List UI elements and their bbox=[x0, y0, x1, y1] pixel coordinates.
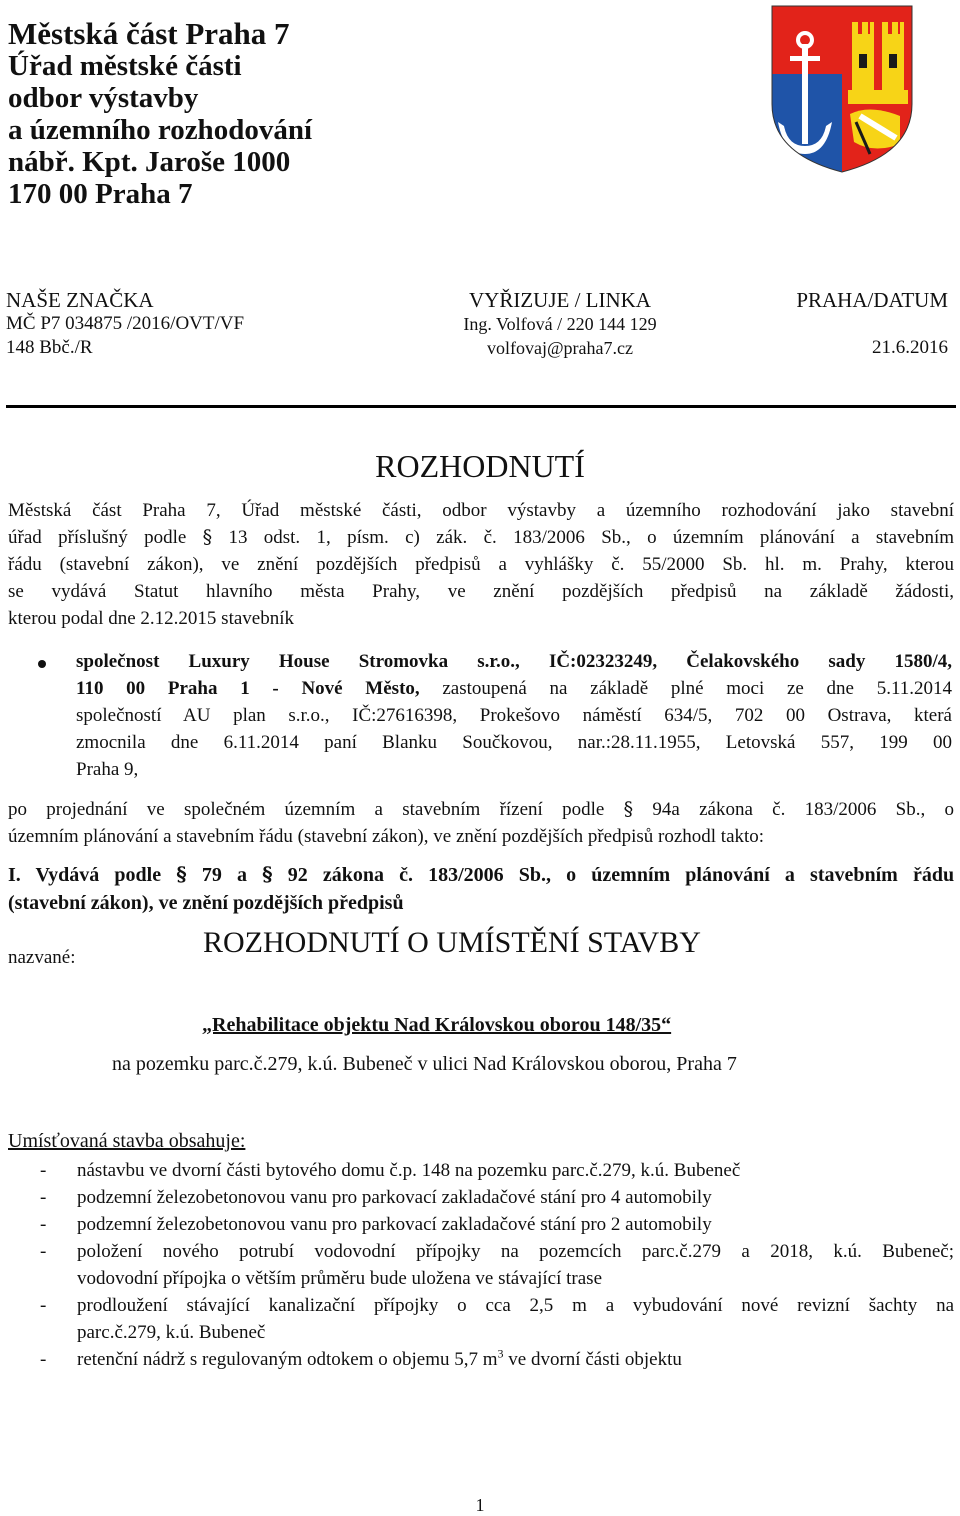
header-line-department: odbor výstavby bbox=[8, 82, 199, 114]
decision-statement bbox=[8, 860, 954, 917]
list-item-text-a: retenční nádrž s regulovaným odtokem o objemu 5,7 m bbox=[77, 1349, 498, 1370]
decision-line-2: (stavební zákon), ve znění pozdějších předpisů bbox=[8, 892, 404, 914]
intro-line-4: se vydává Statut hlavního města Prahy, ve znění pozdějších předpisů na základě žádosti, bbox=[8, 581, 954, 602]
list-item bbox=[8, 1157, 954, 1184]
office-header bbox=[8, 18, 312, 210]
superscript: 3 bbox=[497, 1346, 504, 1361]
page-number: 1 bbox=[475, 1495, 485, 1515]
dash-marker: - bbox=[40, 1241, 47, 1262]
list-item-text: nástavbu ve dvorní části bytového domu č.p. 148 na pozemku parc.č.279, k.ú. Bubeneč bbox=[77, 1160, 741, 1181]
intro-line-3: řádu (stavební zákon), ve znění pozdějších předpisů a vyhlášky č. 55/2000 Sb. hl. m. Prahy, kterou bbox=[8, 554, 954, 575]
list-item bbox=[8, 1211, 954, 1238]
section-sign: § bbox=[202, 526, 213, 548]
procedure-line-1 bbox=[8, 796, 954, 823]
project-name: „Rehabilitace objektu Nad Královskou oborou 148/35“ bbox=[202, 1014, 672, 1036]
decision-line-1 bbox=[8, 860, 954, 889]
section-sign: § bbox=[176, 862, 187, 886]
contents-heading: Umísťovaná stavba obsahuje: bbox=[8, 1130, 246, 1152]
handled-by-email[interactable]: volfovaj@praha7.cz bbox=[486, 338, 633, 358]
contents-list bbox=[8, 1157, 954, 1373]
applicant-block bbox=[40, 648, 956, 783]
dash-marker: - bbox=[40, 1187, 47, 1208]
decision-line-1-text-b: 79 a bbox=[201, 864, 247, 886]
header-line-street: nábř. Kpt. Jaroše 1000 bbox=[8, 146, 291, 178]
list-item bbox=[8, 1346, 954, 1373]
procedure-paragraph bbox=[8, 796, 954, 850]
handled-by-label: VYŘIZUJE / LINKA bbox=[469, 288, 651, 312]
applicant-address-bold: 110 00 Praha 1 - Nové Město, bbox=[76, 678, 420, 699]
list-item-text-2: parc.č.279, k.ú. Bubeneč bbox=[77, 1322, 266, 1343]
document-date: 21.6.2016 bbox=[872, 337, 948, 358]
intro-line-1: Městská část Praha 7, Úřad městské části, odbor výstavby a územního rozhodování jako stavební bbox=[8, 500, 954, 521]
dash-marker: - bbox=[40, 1349, 47, 1370]
applicant-line-3: společností AU plan s.r.o., IČ:27616398, Prokešovo náměstí 634/5, 702 00 Ostrava, která bbox=[76, 705, 952, 726]
intro-line-2-text-b: 13 odst. 1, písm. c) zák. č. 183/2006 Sb., o územním plánování a stavebním bbox=[228, 527, 955, 548]
applicant-line-1: společnost Luxury House Stromovka s.r.o., IČ:02323249, Čelakovského sady 1580/4, bbox=[76, 651, 952, 672]
intro-line-5: kterou podal dne 2.12.2015 stavebník bbox=[8, 608, 295, 629]
place-date bbox=[796, 288, 948, 360]
decision-line-1-text-c: 92 zákona č. 183/2006 Sb., o územním plánování a stavebním řádu bbox=[287, 864, 955, 886]
dash-marker: - bbox=[40, 1214, 47, 1235]
dash-marker: - bbox=[40, 1295, 47, 1316]
list-item-text-2: vodovodní přípojka o větším průměru bude uložena ve stávající trase bbox=[77, 1268, 602, 1289]
coat-of-arms-emblem bbox=[770, 4, 914, 174]
dash-marker: - bbox=[40, 1160, 47, 1181]
header-line-department-2: a územního rozhodování bbox=[8, 114, 313, 146]
applicant-line-2-rest: zastoupená na základě plné moci ze dne 5.11.2014 bbox=[442, 678, 952, 699]
intro-line-2 bbox=[8, 524, 954, 551]
document-title: ROZHODNUTÍ bbox=[375, 448, 585, 484]
section-sign: § bbox=[623, 798, 634, 820]
applicant-line-5: Praha 9, bbox=[76, 759, 139, 780]
decision-title: ROZHODNUTÍ O UMÍSTĚNÍ STAVBY bbox=[203, 926, 701, 959]
intro-paragraph bbox=[8, 497, 954, 632]
handled-by-name: Ing. Volfová / 220 144 129 bbox=[463, 314, 657, 334]
decision-line-1-text: I. Vydává podle bbox=[8, 864, 162, 886]
our-reference-number: MČ P7 034875 /2016/OVT/VF bbox=[6, 313, 245, 334]
list-item bbox=[8, 1184, 954, 1211]
header-line-office: Úřad městské části bbox=[8, 50, 242, 82]
place-date-label: PRAHA/DATUM bbox=[796, 288, 948, 312]
our-reference-number-2: 148 Bbč./R bbox=[6, 337, 93, 358]
header-divider bbox=[6, 405, 956, 408]
applicant-line-2 bbox=[76, 675, 952, 702]
handled-by bbox=[440, 288, 680, 360]
list-item-text: podzemní železobetonovou vanu pro parkovací zakladačové stání pro 4 automobily bbox=[77, 1187, 712, 1208]
procedure-line-2: územním plánování a stavebním řádu (stavební zákon), ve znění pozdějších předpisů rozhodl takto: bbox=[8, 826, 765, 847]
intro-line-2-text: úřad příslušný podle bbox=[8, 527, 187, 548]
project-location: na pozemku parc.č.279, k.ú. Bubeneč v ulici Nad Královskou oborou, Praha 7 bbox=[112, 1053, 737, 1075]
our-reference-label: NAŠE ZNAČKA bbox=[6, 288, 154, 312]
applicant-line-4: zmocnila dne 6.11.2014 paní Blanku Součkovou, nar.:28.11.1955, Letovská 557, 199 00 bbox=[76, 732, 952, 753]
procedure-line-1-text-b: 94a zákona č. 183/2006 Sb., o bbox=[652, 799, 955, 820]
list-item-text: položení nového potrubí vodovodní přípojky na pozemcích parc.č.279 a 2018, k.ú. Bubeneč; bbox=[77, 1241, 954, 1262]
header-line-district: Městská část Praha 7 bbox=[8, 16, 290, 51]
list-item-text bbox=[77, 1346, 954, 1373]
list-item-text: podzemní železobetonovou vanu pro parkovací zakladačové stání pro 2 automobily bbox=[77, 1214, 712, 1235]
our-reference bbox=[6, 288, 244, 360]
list-item bbox=[8, 1238, 954, 1292]
list-item-text: prodloužení stávající kanalizační přípojky o cca 2,5 m a vybudování nové revizní šachty na bbox=[77, 1295, 954, 1316]
procedure-line-1-text: po projednání ve společném územním a stavebním řízení podle bbox=[8, 799, 605, 820]
section-sign: § bbox=[262, 862, 273, 886]
list-item-text-b: ve dvorní části objektu bbox=[503, 1349, 682, 1370]
list-item bbox=[8, 1292, 954, 1346]
header-line-city: 170 00 Praha 7 bbox=[8, 178, 193, 210]
named-label: nazvané: bbox=[8, 947, 76, 968]
